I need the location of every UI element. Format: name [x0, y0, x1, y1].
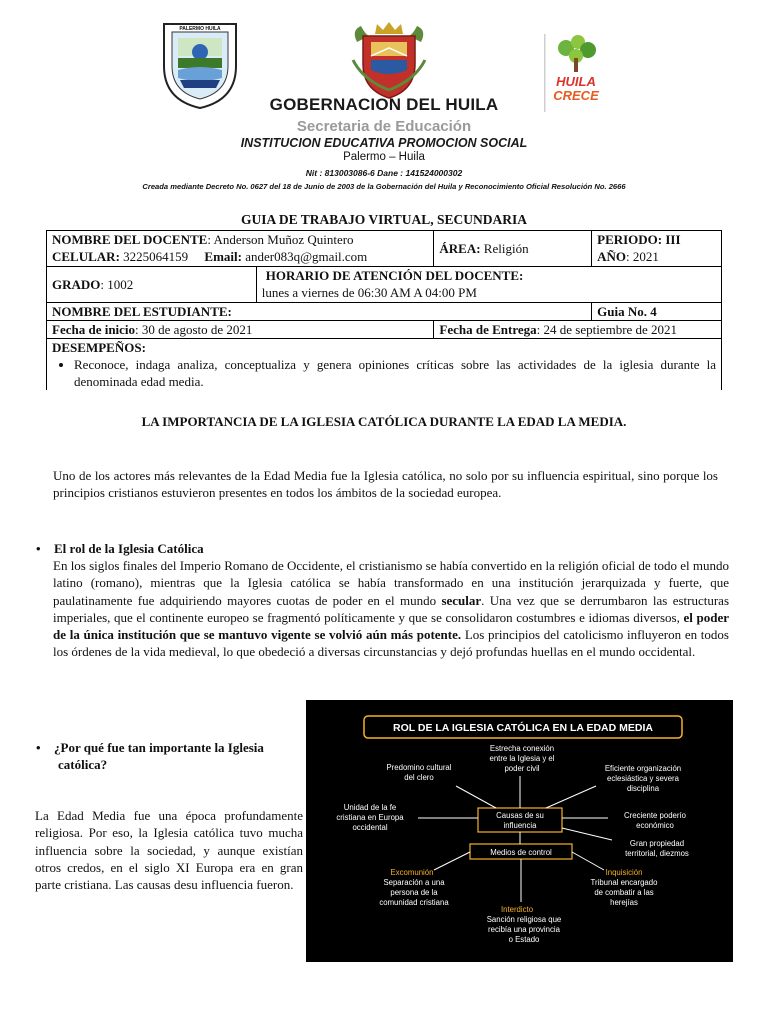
grado-value: : 1002: [100, 277, 134, 292]
svg-text:occidental: occidental: [352, 823, 388, 832]
entrega-cell: [434, 321, 722, 339]
bullet-icon: •: [36, 740, 41, 755]
control-text: Medios de control: [490, 848, 552, 857]
decree-line: Creada mediante Decreto No. 0627 del 18 de Junio de 2003 de la Gobernación del Huila y Reconocimiento Oficial Resolución No. 2666: [142, 182, 626, 191]
horario-label: HORARIO DE ATENCIÓN DEL DOCENTE:: [265, 268, 524, 283]
section1-bold-1: secular: [441, 592, 482, 608]
node-inquisicion: [591, 868, 659, 907]
diagram-title: ROL DE LA IGLESIA CATÓLICA EN LA EDAD MEDIA: [393, 722, 653, 734]
svg-text:cristiana en Europa: cristiana en Europa: [336, 813, 404, 822]
svg-text:Interdicto: Interdicto: [500, 905, 534, 914]
area-value: Religión: [480, 241, 529, 256]
entrega-value: : 24 de septiembre de 2021: [536, 322, 678, 337]
center-text-1: Causas de su: [496, 811, 544, 820]
section2-heading-line1: ¿Por qué fue tan importante la Iglesia: [54, 740, 264, 755]
svg-text:eclesiástica y severa: eclesiástica y severa: [607, 774, 679, 783]
svg-text:de combatir a las: de combatir a las: [594, 888, 654, 897]
anio-value: : 2021: [626, 249, 659, 264]
entrega-label: Fecha de Entrega: [439, 322, 537, 337]
node-propiedad: [625, 839, 689, 858]
svg-text:económico: económico: [636, 821, 674, 830]
huila-coat-of-arms-logo: [347, 20, 431, 100]
area-cell: [434, 231, 592, 267]
svg-text:Estrecha conexión: Estrecha conexión: [489, 744, 555, 753]
grado-cell: [47, 267, 257, 303]
node-poderio: [624, 811, 687, 830]
estudiante-cell: NOMBRE DEL ESTUDIANTE:: [47, 303, 592, 321]
guia-cell: Guia No. 4: [592, 303, 722, 321]
section1-heading: [36, 541, 204, 557]
svg-text:territorial, diezmos: territorial, diezmos: [625, 849, 689, 858]
logo-right-text-2: CRECE: [553, 88, 599, 103]
desempeno-item: • Reconoce, indaga analiza, conceptualiza y genera opiniones críticas sobre las actividades de la iglesia durante la denominada edad media.: [74, 356, 716, 390]
section1-text-2: . Una vez que se derrumbaron las estructuras imperiales, que el continente europeo se fragmentó políticamente y que se consolidaron costumbres e idiomas diversos,: [53, 592, 729, 625]
section1-text-3: Los principios del catolicismo influyeron en todos los órdenes de la vida medieval, lo que obedeció a diversas circunstancias y dejó profundas huellas en el mundo occidental.: [53, 627, 729, 660]
anio-label: AÑO: [597, 249, 627, 264]
email-label: Email:: [204, 249, 242, 264]
section2-paragraph: La Edad Media fue una época profundamente religiosa. Por eso, la Iglesia católica tuvo mucha influencia sobre la sociedad, y aunque existían otros credos, en el siglo XI Europa era en gran parte cristiana. Las causas desu influencia fueron.: [35, 808, 303, 893]
docente-label: NOMBRE DEL DOCENTE: [52, 232, 208, 247]
section1-text-1: En los siglos finales del Imperio Romano de Occidente, el cristianismo se había convertido en la religión oficial de todo el mundo latino (romano), mientras que la Iglesia católica se había transformado en una institución jerarquizada y fuerte, que paulatinamente fue adquiriendo mayores cuotas de poder en el mundo: [53, 558, 729, 608]
section2-heading-line2: católica?: [58, 757, 108, 772]
section1-heading-text: El rol de la Iglesia Católica: [54, 541, 204, 556]
area-label: ÁREA:: [439, 241, 481, 256]
guide-info-table: [46, 230, 722, 390]
horario-value: lunes a viernes de 06:30 AM A 04:00 PM: [261, 285, 477, 300]
gobernacion-title: GOBERNACION DEL HUILA: [269, 95, 499, 114]
svg-text:herejías: herejías: [610, 898, 638, 907]
svg-text:Inquisición: Inquisición: [605, 868, 643, 877]
svg-text:Predomino cultural: Predomino cultural: [386, 763, 452, 772]
center-text-2: influencia: [503, 821, 537, 830]
iglesia-role-diagram: [306, 700, 733, 962]
docente-value: : Anderson Muñoz Quintero: [207, 232, 354, 247]
section1-paragraph: [53, 557, 729, 661]
svg-text:recibía una provincia: recibía una provincia: [488, 925, 560, 934]
svg-text:entre la Iglesia y el: entre la Iglesia y el: [489, 754, 555, 763]
desempenos-list: [66, 356, 716, 390]
docente-cell: [47, 231, 434, 267]
svg-text:comunidad cristiana: comunidad cristiana: [379, 898, 449, 907]
svg-text:disciplina: disciplina: [626, 784, 660, 793]
email-value: ander083q@gmail.com: [241, 249, 368, 264]
svg-text:Tribunal encargado: Tribunal encargado: [590, 878, 658, 887]
inicio-cell: [47, 321, 434, 339]
svg-text:Excomunión: Excomunión: [390, 868, 434, 877]
periodo-label: PERIODO: III: [597, 232, 681, 247]
bullet-icon: •: [36, 541, 41, 556]
logo-right-text-1: HUILA: [556, 74, 596, 89]
svg-text:poder civil: poder civil: [504, 764, 540, 773]
svg-text:Separación a una: Separación a una: [383, 878, 445, 887]
node-interdicto: [487, 905, 562, 944]
horario-cell: [256, 267, 721, 303]
inicio-label: Fecha de inicio: [52, 322, 136, 337]
grado-label: GRADO: [52, 277, 101, 292]
node-organizacion: [605, 764, 681, 793]
section2-heading: [36, 739, 304, 773]
place-line: Palermo – Huila: [343, 151, 425, 163]
node-predominio: [386, 763, 451, 782]
node-excomunion: [379, 868, 449, 907]
guide-title: GUIA DE TRABAJO VIRTUAL, SECUNDARIA: [241, 212, 527, 227]
inicio-value: : 30 de agosto de 2021: [135, 322, 253, 337]
section1-bold-2: el poder de la única institución que se mantuvo vigente se volvió aún más potente.: [53, 609, 729, 643]
svg-text:Sanción religiosa que: Sanción religiosa que: [486, 915, 562, 924]
desempenos-cell: [47, 339, 722, 391]
node-conexion: [489, 744, 554, 773]
svg-text:o Estado: o Estado: [508, 935, 540, 944]
logo-left-text: PALERMO HUILA: [179, 26, 221, 32]
periodo-cell: [592, 231, 722, 267]
node-unidad: [336, 803, 404, 832]
celular-label: CELULAR:: [52, 249, 120, 264]
intro-paragraph: Uno de los actores más relevantes de la Edad Media fue la Iglesia católica, no solo por su influencia espiritual, sino porque los principios cristianos estuvieron presentes en todos los ámbitos de la sociedad europea.: [53, 468, 718, 501]
nit-line: Nit : 813003086-6 Dane : 141524000302: [305, 168, 463, 178]
svg-text:Unidad de la fe: Unidad de la fe: [343, 803, 397, 812]
secretaria-title: Secretaria de Educación: [296, 118, 472, 135]
institucion-title: INSTITUCION EDUCATIVA PROMOCION SOCIAL: [240, 136, 528, 150]
svg-text:persona de la: persona de la: [390, 888, 438, 897]
main-title: LA IMPORTANCIA DE LA IGLESIA CATÓLICA DURANTE LA EDAD LA MEDIA.: [141, 414, 627, 429]
desempenos-label: DESEMPEÑOS:: [52, 340, 146, 355]
celular-value: 3225064159: [119, 249, 189, 264]
connector-lines: [418, 776, 612, 902]
svg-text:Gran propiedad: Gran propiedad: [629, 839, 685, 848]
svg-text:Creciente poderío: Creciente poderío: [624, 811, 686, 820]
svg-text:del clero: del clero: [404, 773, 434, 782]
svg-text:Eficiente organización: Eficiente organización: [604, 764, 682, 773]
